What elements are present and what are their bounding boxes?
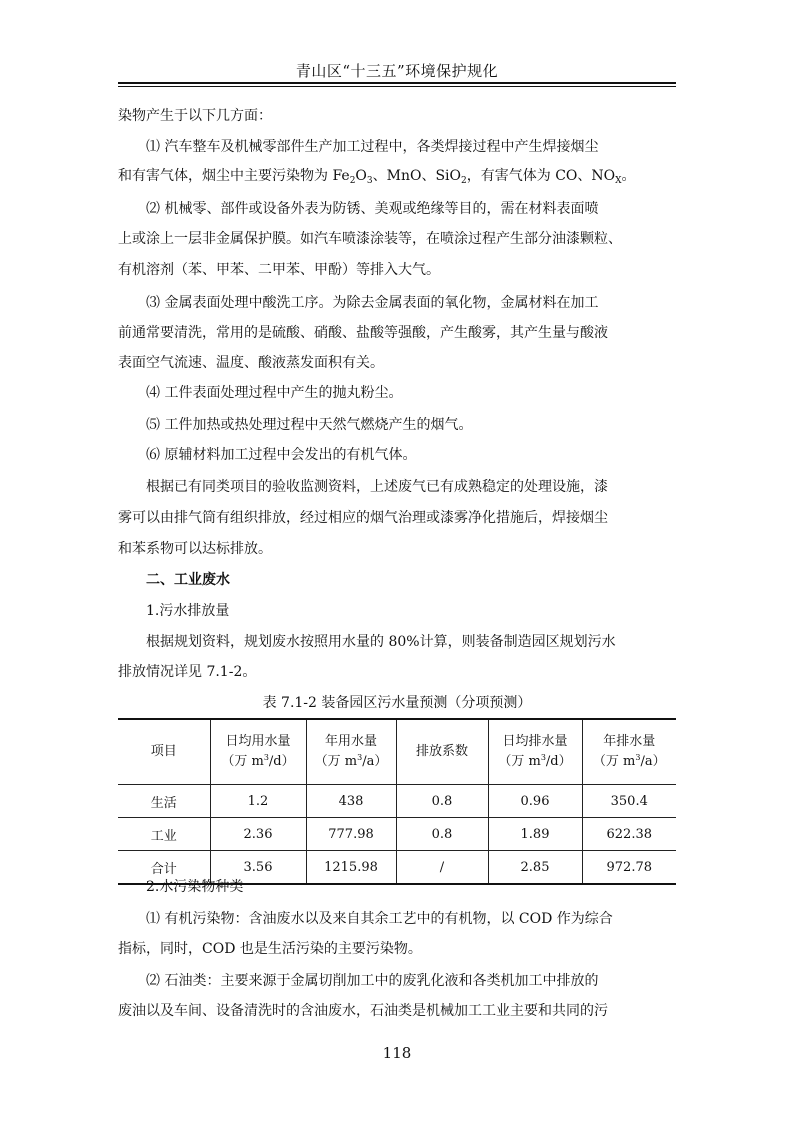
table-header-cell bbox=[582, 719, 676, 785]
table-row bbox=[118, 818, 676, 851]
paragraph-line: 雾可以由排气筒有组织排放，经过相应的烟气治理或漆雾净化措施后，焊接烟尘 bbox=[118, 510, 608, 526]
section-heading: 二、工业废水 bbox=[146, 572, 230, 588]
paragraph-line: 根据已有同类项目的验收监测资料，上述废气已有成熟稳定的处理设施，漆 bbox=[146, 479, 608, 495]
text-span: 。 bbox=[621, 168, 636, 184]
unit-text: /a） bbox=[640, 754, 666, 769]
header-rule-thin bbox=[118, 86, 676, 87]
table-header-cell bbox=[488, 719, 582, 785]
table-header-cell bbox=[210, 719, 306, 785]
table-cell: 1215.98 bbox=[306, 851, 396, 885]
text-span: ，有害气体为 CO、NO bbox=[466, 168, 616, 184]
table-cell: 2.36 bbox=[210, 818, 306, 851]
table-cell: 972.78 bbox=[582, 851, 676, 885]
table-cell: 622.38 bbox=[582, 818, 676, 851]
superscript: 3 bbox=[635, 753, 641, 762]
superscript: 3 bbox=[357, 753, 363, 762]
paragraph-line: 前通常要清洗，常用的是硫酸、硝酸、盐酸等强酸，产生酸雾，其产生量与酸液 bbox=[118, 325, 608, 341]
header-text: 年排水量 bbox=[603, 734, 656, 749]
header-unit bbox=[583, 752, 677, 772]
page-number: 118 bbox=[382, 1044, 412, 1062]
subscript: 3 bbox=[366, 176, 373, 186]
table-cell: 438 bbox=[306, 785, 396, 818]
table-cell: 1.2 bbox=[210, 785, 306, 818]
running-header: 青山区“十三五”环境保护规化 bbox=[295, 62, 499, 80]
table-cell: 工业 bbox=[118, 818, 210, 851]
paragraph-line: 根据规划资料，规划废水按照用水量的 80%计算，则装备制造园区规划污水 bbox=[146, 634, 616, 650]
unit-text: （万 m bbox=[592, 754, 636, 769]
subscript: 2 bbox=[349, 176, 356, 186]
table-cell: 777.98 bbox=[306, 818, 396, 851]
paragraph-line: ⑵ 机械零、部件或设备外表为防锈、美观或绝缘等目的，需在材料表面喷 bbox=[146, 201, 599, 217]
table-cell: 350.4 bbox=[582, 785, 676, 818]
paragraph-line: ⑶ 金属表面处理中酸洗工序。为除去金属表面的氧化物，金属材料在加工 bbox=[146, 295, 599, 311]
paragraph-line: ⑹ 原辅材料加工过程中会发出的有机气体。 bbox=[146, 447, 417, 463]
paragraph-line: ⑷ 工件表面处理过程中产生的抛丸粉尘。 bbox=[146, 385, 403, 401]
unit-text: （万 m bbox=[221, 754, 264, 769]
unit-text: /a） bbox=[362, 754, 388, 769]
paragraph-line: 上或涂上一层非金属保护膜。如汽车喷漆涂装等，在喷涂过程产生部分油漆颗粒、 bbox=[118, 231, 622, 247]
paragraph-line: ⑴ 有机污染物：含油废水以及来自其余工艺中的有机物，以 COD 作为综合 bbox=[146, 911, 613, 927]
superscript: 3 bbox=[263, 753, 269, 762]
header-unit bbox=[307, 752, 396, 772]
table-header-row bbox=[118, 719, 676, 785]
unit-text: （万 m bbox=[498, 754, 541, 769]
unit-text: （万 m bbox=[314, 754, 358, 769]
paragraph-line: ⑵ 石油类：主要来源于金属切削加工中的废乳化液和各类机加工中排放的 bbox=[146, 973, 599, 989]
table-row bbox=[118, 785, 676, 818]
header-text: 排放系数 bbox=[415, 744, 468, 759]
table-cell: 0.96 bbox=[488, 785, 582, 818]
paragraph-line: 有机溶剂（苯、甲苯、二甲苯、甲酚）等排入大气。 bbox=[118, 262, 440, 278]
subscript: 2 bbox=[461, 176, 467, 186]
paragraph-line: 排放情况详见 7.1-2。 bbox=[118, 664, 257, 680]
table-header-cell bbox=[306, 719, 396, 785]
text-span: 、MnO、SiO bbox=[372, 168, 462, 184]
superscript: 3 bbox=[540, 753, 546, 762]
header-unit bbox=[489, 752, 582, 772]
paragraph-line: ⑴ 汽车整车及机械零部件生产加工过程中，各类焊接过程中产生焊接烟尘 bbox=[146, 139, 599, 155]
header-text: 日均排水量 bbox=[502, 734, 568, 749]
paragraph-line bbox=[118, 166, 676, 186]
table-header-cell bbox=[396, 719, 488, 785]
wastewater-table bbox=[118, 718, 676, 885]
unit-text: /d） bbox=[545, 754, 572, 769]
header-rule-thick bbox=[118, 82, 676, 84]
table-cell: / bbox=[396, 851, 488, 885]
paragraph-line: 染物产生于以下几方面： bbox=[118, 108, 272, 124]
table-cell: 生活 bbox=[118, 785, 210, 818]
header-text: 日均用水量 bbox=[225, 734, 291, 749]
table-cell: 2.85 bbox=[488, 851, 582, 885]
table-cell: 0.8 bbox=[396, 785, 488, 818]
table-cell: 1.89 bbox=[488, 818, 582, 851]
paragraph-line: 废油以及车间、设备清洗时的含油废水，石油类是机械加工工业主要和共同的污 bbox=[118, 1003, 608, 1019]
paragraph-line: 指标，同时，COD 也是生活污染的主要污染物。 bbox=[118, 941, 422, 957]
subsection-heading: 1.污水排放量 bbox=[146, 603, 230, 619]
table-header-cell bbox=[118, 719, 210, 785]
header-text: 项目 bbox=[150, 744, 177, 759]
text-span: O bbox=[355, 168, 367, 184]
text-span: 和有害气体，烟尘中主要污染物为 Fe bbox=[118, 168, 350, 184]
table-cell: 0.8 bbox=[396, 818, 488, 851]
unit-text: /d） bbox=[268, 754, 295, 769]
paragraph-line: 表面空气流速、温度、酸液蒸发面积有关。 bbox=[118, 355, 384, 371]
paragraph-line: 和苯系物可以达标排放。 bbox=[118, 541, 272, 557]
subscript: X bbox=[615, 176, 622, 186]
table-cell: 合计 bbox=[118, 851, 210, 885]
header-text: 年用水量 bbox=[324, 734, 377, 749]
paragraph-line: ⑸ 工件加热或热处理过程中天然气燃烧产生的烟气。 bbox=[146, 417, 473, 433]
header-unit bbox=[211, 752, 306, 772]
subsection-heading: 2.水污染物种类 bbox=[146, 879, 244, 895]
table-caption: 表 7.1-2 装备园区污水量预测（分项预测） bbox=[262, 695, 532, 711]
table-cell: 3.56 bbox=[210, 851, 306, 885]
